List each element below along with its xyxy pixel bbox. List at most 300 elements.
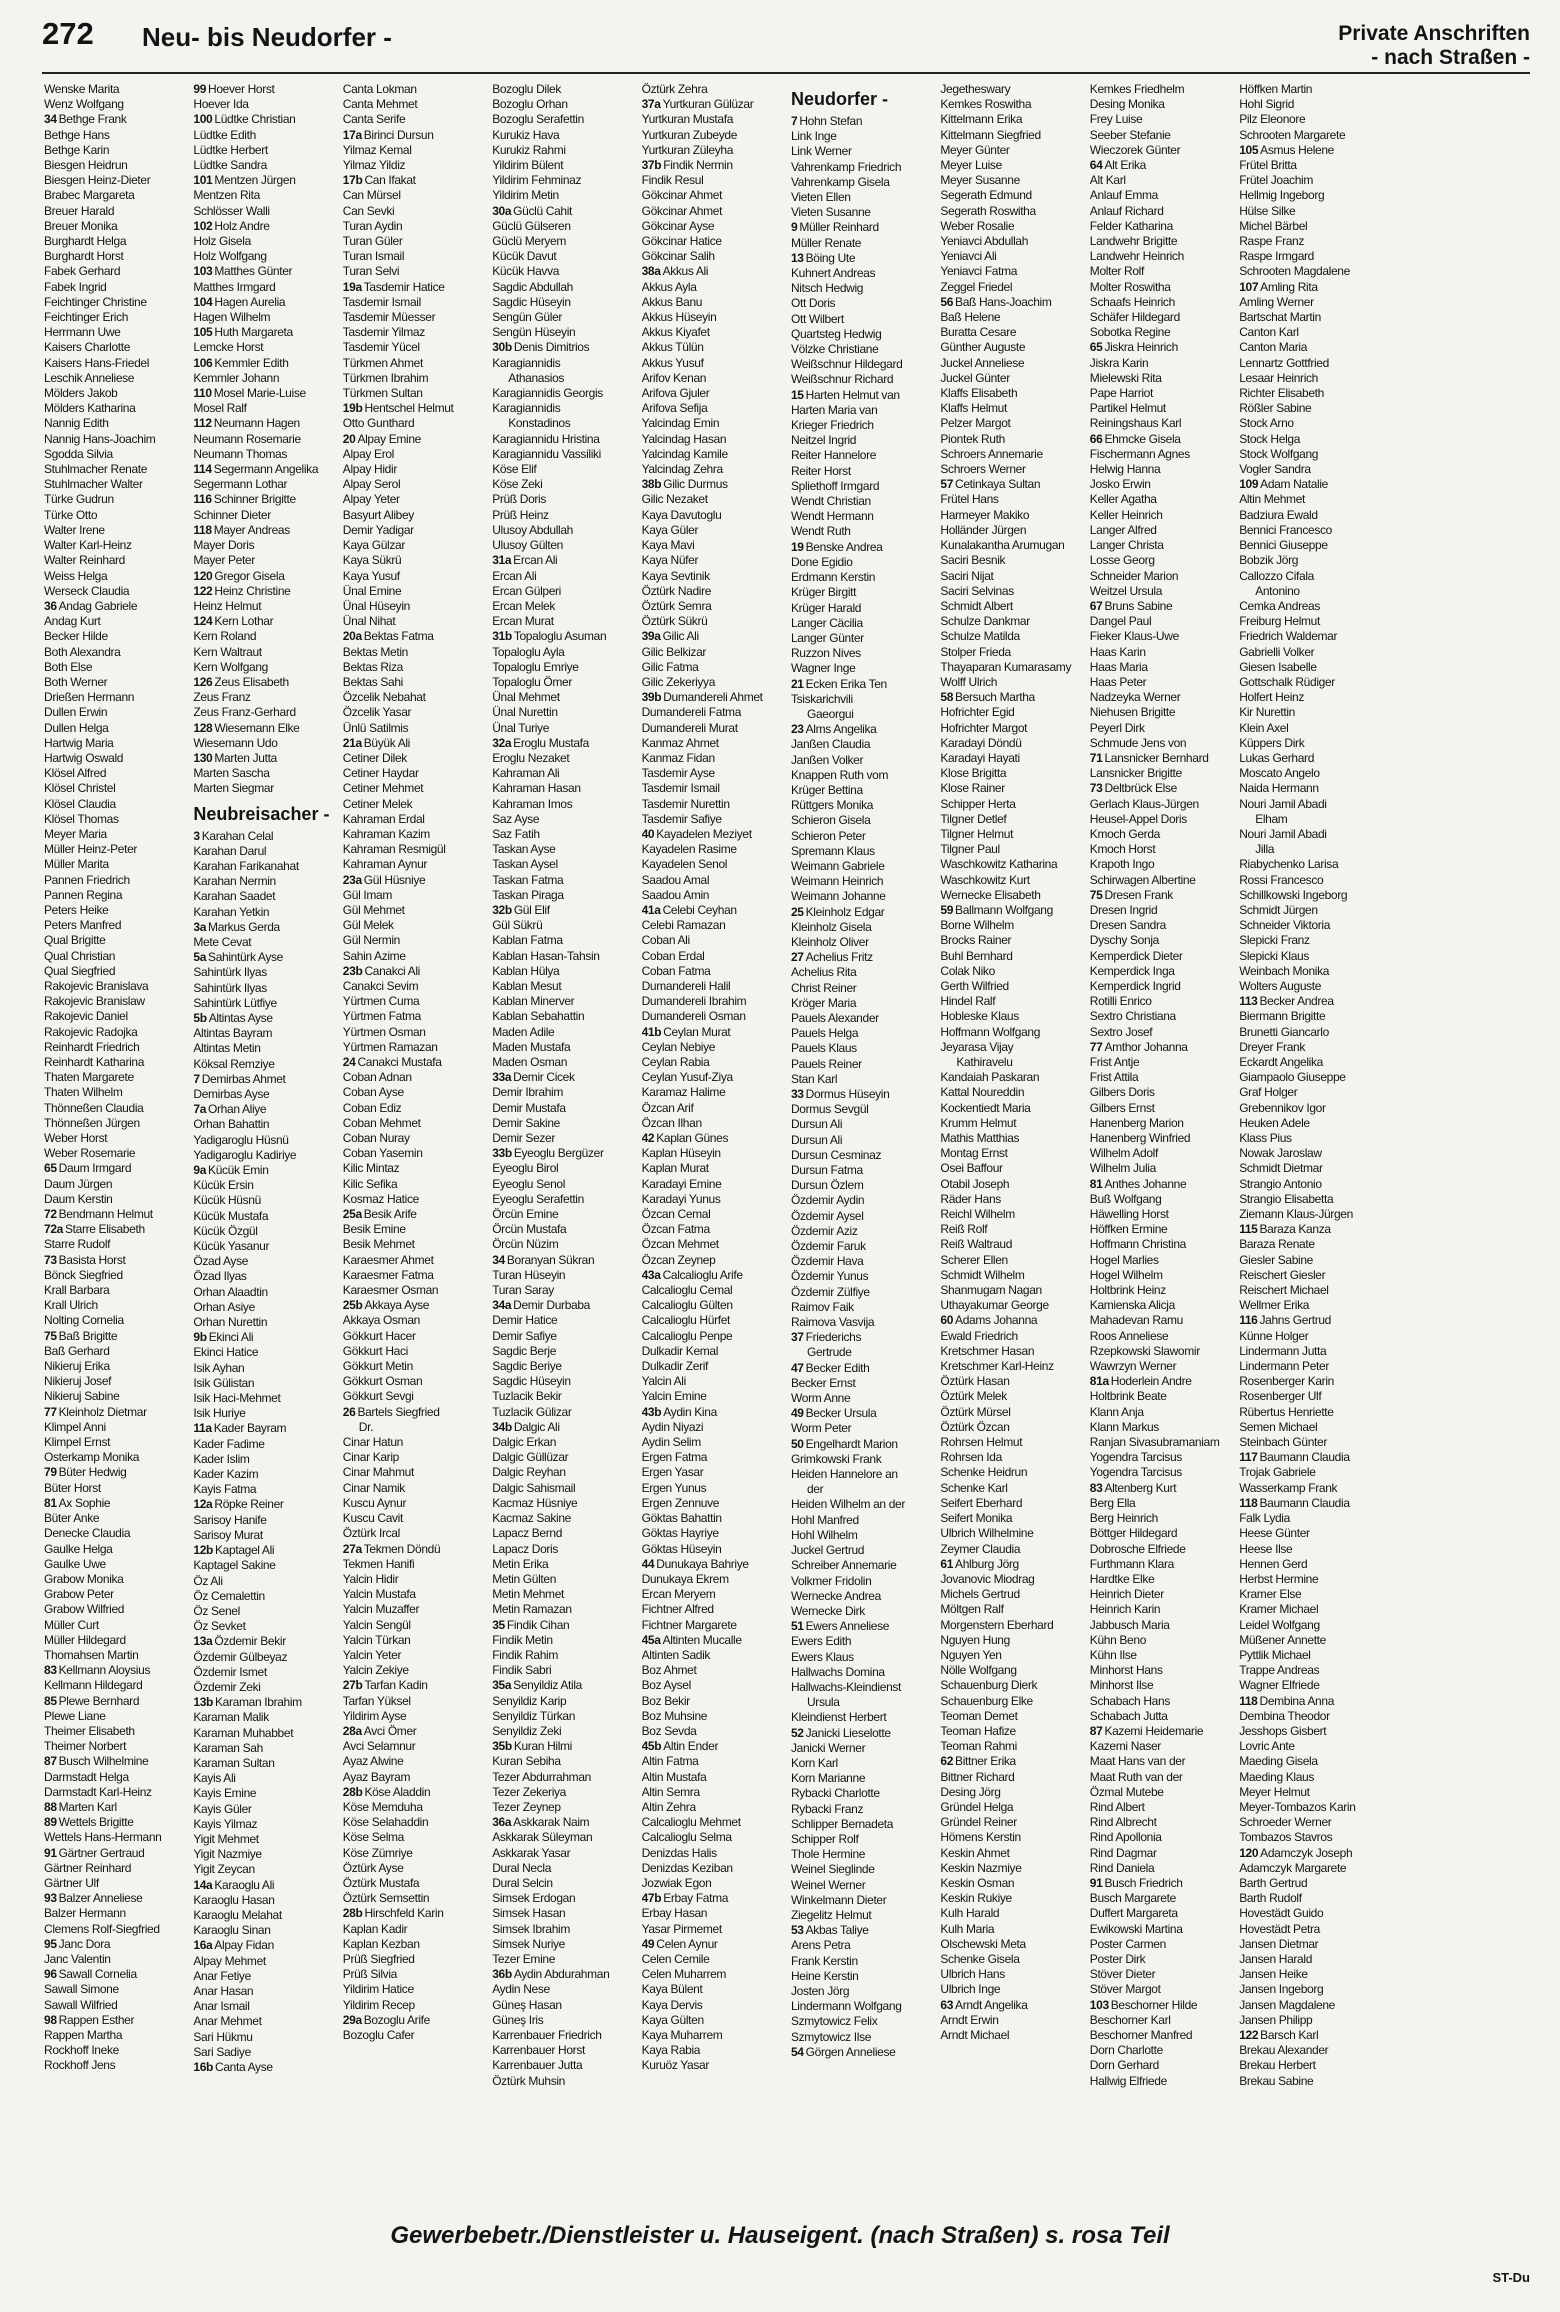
resident-name: Kunalakantha Arumugan	[940, 538, 1065, 553]
house-number: 115	[1239, 1222, 1258, 1237]
directory-entry	[791, 1558, 930, 1573]
directory-entry	[642, 1359, 781, 1374]
resident-name: Stock Helga	[1239, 431, 1301, 446]
house-number: 52	[790, 1725, 804, 1740]
directory-entry	[44, 462, 183, 477]
directory-entry	[492, 1678, 631, 1693]
resident-name: Rossi Francesco	[1239, 872, 1324, 887]
directory-entry	[1239, 1633, 1378, 1648]
resident-name: Wieczorek Günter	[1089, 142, 1181, 157]
resident-name: Jovanovic Miodrag	[940, 1571, 1035, 1586]
directory-entry	[343, 751, 482, 766]
resident-name: Besik Emine	[342, 1222, 406, 1237]
directory-entry	[343, 1101, 482, 1116]
directory-entry	[1090, 1587, 1229, 1602]
house-number: 120	[1239, 1845, 1259, 1860]
directory-entry	[44, 675, 183, 690]
directory-entry	[193, 781, 332, 796]
resident-name: Senyildiz Zeki	[492, 1723, 562, 1738]
resident-name: Nouri Jamil Abadi	[1239, 796, 1327, 811]
resident-name: Stan Karl	[790, 1071, 838, 1086]
resident-name: Karaman Malik	[193, 1710, 269, 1725]
resident-name: Dural Necla	[492, 1860, 552, 1875]
resident-name: Grabow Wilfried	[44, 1602, 125, 1617]
directory-entry	[1239, 1557, 1378, 1572]
directory-entry	[1090, 2043, 1229, 2058]
directory-entry	[44, 204, 183, 219]
directory-entry	[940, 523, 1079, 538]
directory-entry	[1090, 128, 1229, 143]
resident-name: Metin Gülten	[492, 1571, 557, 1586]
house-number: 62	[940, 1754, 954, 1769]
directory-entry	[940, 2013, 1079, 2028]
resident-name: Sengün Hüseyin	[492, 325, 576, 340]
directory-entry	[492, 1146, 631, 1161]
directory-entry	[940, 1937, 1079, 1952]
resident-name: Olschewski Meta	[940, 1936, 1026, 1951]
resident-name: Arndt Angelika	[955, 1997, 1028, 2012]
house-number: 7	[193, 1071, 200, 1086]
resident-name: Mielewski Rita	[1089, 370, 1162, 385]
directory-entry	[44, 2058, 183, 2073]
resident-name: Kaplan Kezban	[342, 1936, 420, 1951]
directory-entry	[1090, 888, 1229, 903]
house-number: 47	[790, 1360, 804, 1375]
resident-name: Gökcinar Ahmet	[641, 188, 723, 203]
directory-entry	[193, 1163, 332, 1178]
resident-name: Freiburg Helmut	[1239, 614, 1320, 629]
resident-name: Stuhlmacher Walter	[44, 477, 143, 492]
resident-name: Nölle Wolfgang	[940, 1663, 1017, 1678]
directory-entry	[791, 996, 930, 1011]
resident-name: Szmytowicz Felix	[790, 2014, 878, 2029]
directory-entry	[791, 1665, 930, 1680]
directory-entry	[1239, 432, 1378, 447]
resident-name: Thole Hermine	[790, 1847, 866, 1862]
resident-name: Frist Antje	[1089, 1055, 1140, 1069]
directory-entry	[343, 1709, 482, 1724]
directory-entry	[193, 950, 332, 965]
directory-entry	[492, 1967, 631, 1982]
resident-name: Boz Bekir	[641, 1693, 690, 1708]
directory-entry	[343, 812, 482, 827]
resident-name: Lukas Gerhard	[1239, 750, 1315, 765]
directory-entry	[1090, 1542, 1229, 1557]
directory-entry	[1239, 827, 1378, 842]
directory-entry	[44, 1998, 183, 2013]
directory-entry	[492, 97, 631, 112]
directory-entry	[940, 1009, 1079, 1024]
resident-name: Besik Arife	[363, 1207, 417, 1222]
directory-entry	[791, 1726, 930, 1741]
resident-name: Kaya Nüfer	[641, 553, 699, 568]
directory-entry	[193, 645, 332, 660]
directory-entry	[1090, 1420, 1229, 1435]
resident-name: Baß Hans-Joachim	[955, 294, 1052, 309]
directory-entry	[44, 1207, 183, 1222]
house-number: 19a	[342, 279, 362, 294]
resident-name: Ranjan Sivasubramaniam	[1089, 1435, 1220, 1450]
resident-name: Kayis Fatma	[193, 1482, 257, 1497]
resident-name: Ewikowski Martina	[1089, 1921, 1183, 1936]
directory-entry	[1090, 1602, 1229, 1617]
resident-name: Meyer Luise	[940, 158, 1002, 173]
resident-name: Kamienska Alicja	[1089, 1298, 1175, 1313]
resident-name: Gabrielli Volker	[1239, 644, 1315, 659]
directory-entry	[642, 979, 781, 994]
directory-entry	[44, 751, 183, 766]
directory-entry	[1090, 1085, 1229, 1100]
resident-name: Weiss Helga	[44, 568, 108, 583]
directory-entry	[1239, 386, 1378, 401]
directory-entry	[1239, 1374, 1378, 1389]
resident-name: Tilgner Detlef	[940, 811, 1007, 826]
house-number: 116	[193, 492, 212, 507]
directory-entry	[1090, 1982, 1229, 1997]
directory-entry	[44, 1815, 183, 1830]
directory-entry	[1090, 1025, 1229, 1040]
directory-entry	[791, 2045, 930, 2060]
resident-name: Langer Cäcilia	[790, 615, 863, 630]
directory-entry	[1090, 1800, 1229, 1815]
resident-name: Kellmann Aloysius	[58, 1663, 151, 1678]
resident-name: Jansen Harald	[1239, 1951, 1313, 1966]
resident-name: Elham	[1255, 811, 1288, 826]
page-header	[42, 14, 1530, 70]
house-number: 23b	[342, 963, 363, 978]
directory-entry	[642, 1268, 781, 1283]
resident-name: Maden Osman	[492, 1055, 568, 1069]
directory-entry	[44, 219, 183, 234]
directory-entry	[1239, 781, 1378, 796]
resident-name: Akbas Taliye	[805, 1923, 869, 1938]
directory-entry	[1090, 97, 1229, 112]
directory-entry	[492, 1313, 631, 1328]
resident-name: Dresen Ingrid	[1089, 902, 1158, 917]
directory-entry	[1090, 1298, 1229, 1313]
resident-name: Yogendra Tarcisus	[1089, 1450, 1182, 1465]
directory-entry	[791, 737, 930, 752]
directory-entry	[791, 1421, 930, 1436]
resident-name: Küppers Dirk	[1239, 735, 1305, 750]
house-number: 65	[1089, 340, 1103, 355]
resident-name: Yalcindag Zehra	[641, 462, 723, 477]
directory-entry	[1090, 173, 1229, 188]
directory-entry	[642, 264, 781, 279]
resident-name: Kern Waltraut	[193, 644, 262, 659]
resident-name: Frist Attila	[1089, 1070, 1139, 1085]
resident-name: Kaya Muharrem	[641, 2028, 723, 2042]
resident-name: Antonino	[1255, 583, 1300, 598]
directory-entry	[193, 1148, 332, 1163]
resident-name: Yurtkuran Gülüzar	[662, 97, 754, 112]
resident-name: Slepicki Franz	[1239, 933, 1310, 948]
directory-entry	[1239, 629, 1378, 644]
resident-name: Janicki Werner	[790, 1740, 866, 1755]
resident-name: Feichtinger Erich	[44, 310, 129, 325]
directory-entry	[1239, 1222, 1378, 1237]
resident-name: Coban Yasemin	[342, 1146, 423, 1161]
directory-entry	[193, 1878, 332, 1893]
directory-entry	[940, 1557, 1079, 1572]
resident-name: Sextro Christiana	[1089, 1009, 1176, 1024]
directory-entry	[492, 1906, 631, 1921]
resident-name: Canakci Mustafa	[357, 1055, 442, 1069]
directory-entry	[44, 1146, 183, 1161]
resident-name: Kuhnert Andreas	[790, 266, 876, 281]
directory-entry	[492, 1405, 631, 1420]
directory-entry	[492, 1450, 631, 1465]
directory-entry	[44, 1542, 183, 1557]
resident-name: Taskan Aysel	[492, 857, 558, 872]
resident-name: Reischert Michael	[1239, 1283, 1329, 1298]
directory-entry	[343, 1739, 482, 1754]
house-number: 20a	[342, 629, 362, 644]
resident-name: Höffken Ermine	[1089, 1222, 1168, 1237]
directory-column	[1090, 82, 1229, 2202]
house-number: 126	[193, 674, 213, 689]
directory-entry	[940, 1602, 1079, 1617]
resident-name: Yalcin Sengül	[342, 1617, 411, 1632]
directory-entry	[1239, 599, 1378, 614]
resident-name: Tarfan Kadin	[364, 1678, 428, 1693]
directory-entry	[791, 631, 930, 646]
directory-entry	[1239, 584, 1378, 599]
house-number: 28b	[342, 1906, 363, 1921]
directory-entry	[791, 1315, 930, 1330]
directory-entry	[1090, 1785, 1229, 1800]
resident-name: Yildirim Fehminaz	[492, 173, 582, 188]
resident-name: Öztürk Sükrü	[641, 614, 708, 629]
house-number: 59	[940, 902, 954, 917]
directory-entry	[193, 356, 332, 371]
directory-entry	[193, 584, 332, 599]
directory-entry	[44, 523, 183, 538]
directory-entry	[492, 553, 631, 568]
directory-entry	[193, 1026, 332, 1041]
directory-entry	[492, 1283, 631, 1298]
resident-name: Yildirim Metin	[492, 188, 559, 203]
directory-entry	[791, 479, 930, 494]
directory-entry	[44, 264, 183, 279]
resident-name: Reiningshaus Karl	[1089, 416, 1182, 431]
house-number: 102	[193, 218, 213, 233]
resident-name: Anar Ismail	[193, 1999, 250, 2014]
resident-name: Ceylan Rabia	[641, 1055, 710, 1069]
house-number: 36b	[492, 1967, 512, 1982]
resident-name: Beschorner Hilde	[1110, 1997, 1198, 2012]
resident-name: Nowak Jaroslaw	[1239, 1146, 1322, 1161]
directory-entry	[1239, 1587, 1378, 1602]
directory-entry	[44, 903, 183, 918]
directory-entry	[791, 585, 930, 600]
directory-entry	[1090, 264, 1229, 279]
directory-entry	[1239, 2013, 1378, 2028]
directory-entry	[1239, 1815, 1378, 1830]
directory-entry	[492, 1389, 631, 1404]
house-number: 35b	[492, 1739, 512, 1754]
directory-entry	[791, 1497, 930, 1512]
directory-entry	[791, 1209, 930, 1224]
resident-name: Özdemir Faruk	[790, 1239, 866, 1254]
directory-entry	[1090, 1313, 1229, 1328]
directory-entry	[642, 295, 781, 310]
directory-columns	[44, 82, 1528, 2202]
header-rule	[42, 72, 1530, 74]
directory-entry	[791, 1133, 930, 1148]
resident-name: Michel Bärbel	[1239, 218, 1308, 233]
resident-name: Ax Sophie	[58, 1495, 111, 1510]
directory-entry	[343, 1359, 482, 1374]
resident-name: Isik Haci-Mehmet	[193, 1391, 281, 1406]
house-number: 57	[940, 477, 954, 492]
house-number: 13b	[193, 1695, 214, 1710]
resident-name: Molter Rolf	[1089, 264, 1144, 279]
resident-name: Sawall Simone	[44, 1982, 119, 1997]
resident-name: Kulh Harald	[940, 1906, 1000, 1921]
house-number: 17a	[342, 127, 362, 142]
resident-name: Gilbers Doris	[1089, 1085, 1155, 1100]
resident-name: Gottschalk Rüdiger	[1239, 674, 1335, 689]
resident-name: Buratta Cesare	[940, 325, 1017, 340]
resident-name: Yigit Zeycan	[193, 1862, 255, 1877]
directory-column	[940, 82, 1079, 2202]
section-label-line2: - nach Straßen -	[1371, 46, 1530, 69]
resident-name: Köse Elif	[492, 462, 537, 477]
directory-entry	[1239, 1298, 1378, 1313]
directory-entry	[492, 432, 631, 447]
resident-name: Coban Ali	[641, 933, 690, 948]
resident-name: Lemcke Horst	[193, 340, 264, 355]
resident-name: Colak Niko	[940, 963, 995, 978]
directory-entry	[44, 1405, 183, 1420]
directory-entry	[642, 1389, 781, 1404]
resident-name: Jansen Magdalene	[1239, 1997, 1335, 2012]
directory-entry	[1239, 964, 1378, 979]
directory-entry	[940, 1572, 1079, 1587]
house-number: 77	[1089, 1039, 1103, 1054]
resident-name: Özdemir Aydin	[790, 1193, 865, 1208]
directory-entry	[642, 1709, 781, 1724]
resident-name: Klimpel Anni	[44, 1419, 106, 1434]
directory-entry	[44, 766, 183, 781]
house-number: 23	[790, 722, 804, 737]
directory-entry	[940, 249, 1079, 264]
resident-name: Uthayakumar George	[940, 1298, 1049, 1313]
directory-column	[1239, 82, 1378, 2202]
directory-entry	[1090, 599, 1229, 614]
directory-entry	[642, 401, 781, 416]
resident-name: Wenz Wolfgang	[44, 97, 124, 112]
resident-name: Cinar Karip	[342, 1450, 399, 1465]
directory-entry	[343, 1192, 482, 1207]
directory-entry	[642, 188, 781, 203]
directory-entry	[791, 524, 930, 539]
resident-name: Özdemir Aziz	[790, 1223, 858, 1238]
house-number: 34b	[492, 1419, 512, 1434]
resident-name: Akkus Kiyafet	[641, 325, 710, 340]
resident-name: Karahan Nermin	[193, 874, 276, 889]
directory-entry	[193, 920, 332, 935]
resident-name: Breuer Monika	[44, 218, 118, 233]
resident-name: Turan Selvi	[342, 264, 400, 279]
resident-name: Engelhardt Marion	[805, 1436, 898, 1451]
directory-entry	[642, 462, 781, 477]
resident-name: Segerath Edmund	[940, 188, 1032, 203]
resident-name: Kosmaz Hatice	[342, 1191, 419, 1206]
directory-entry	[791, 129, 930, 144]
directory-entry	[791, 1954, 930, 1969]
directory-entry	[940, 994, 1079, 1009]
directory-entry	[193, 1133, 332, 1148]
directory-entry	[492, 1830, 631, 1845]
directory-entry	[1090, 918, 1229, 933]
resident-name: Becker Andrea	[1259, 994, 1334, 1009]
directory-entry	[193, 599, 332, 614]
directory-entry	[343, 584, 482, 599]
resident-name: Sgodda Silvia	[44, 446, 113, 461]
resident-name: Rind Daniela	[1089, 1860, 1155, 1875]
resident-name: Karrenbauer Friedrich	[492, 2028, 602, 2042]
resident-name: Wendt Ruth	[790, 524, 851, 539]
resident-name: Brekau Sabine	[1239, 2073, 1314, 2088]
directory-entry	[1239, 356, 1378, 371]
resident-name: Deltbrück Else	[1104, 781, 1177, 796]
resident-name: Müller Heinz-Peter	[44, 842, 138, 857]
directory-entry	[492, 1815, 631, 1830]
house-number: 81	[1089, 1176, 1103, 1191]
resident-name: Orhan Asiye	[193, 1299, 255, 1314]
directory-entry	[1239, 1344, 1378, 1359]
resident-name: Ünal Turiye	[492, 720, 550, 735]
directory-entry	[791, 540, 930, 555]
directory-entry	[492, 492, 631, 507]
resident-name: Otabil Joseph	[940, 1176, 1010, 1191]
resident-name: Findik Sabri	[492, 1663, 552, 1678]
resident-name: Boz Sevda	[641, 1723, 697, 1738]
resident-name: Denizdas Keziban	[641, 1860, 733, 1875]
directory-entry	[343, 1177, 482, 1192]
directory-entry	[193, 1193, 332, 1208]
directory-entry	[492, 1116, 631, 1131]
resident-name: Altintas Metin	[193, 1041, 261, 1056]
resident-name: Öztürk Semra	[641, 598, 712, 613]
resident-name: Bendmann Helmut	[58, 1207, 153, 1222]
house-number: 29a	[342, 2012, 362, 2027]
directory-entry	[44, 1861, 183, 1876]
directory-entry	[44, 234, 183, 249]
directory-entry	[1090, 1146, 1229, 1161]
directory-entry	[1090, 1967, 1229, 1982]
resident-name: Altintas Bayram	[193, 1026, 273, 1041]
resident-name: Walter Karl-Heinz	[44, 538, 132, 553]
resident-name: Rzepkowski Slawomir	[1089, 1343, 1200, 1358]
resident-name: Wagner Elfriede	[1239, 1678, 1320, 1693]
resident-name: Heusel-Appel Doris	[1089, 811, 1187, 826]
directory-entry	[193, 1072, 332, 1087]
resident-name: Morgenstern Eberhard	[940, 1617, 1054, 1632]
directory-entry	[193, 721, 332, 736]
resident-name: Boz Muhsine	[641, 1708, 708, 1723]
directory-entry	[343, 1465, 482, 1480]
directory-entry	[940, 827, 1079, 842]
directory-entry	[940, 1192, 1079, 1207]
resident-name: Yurtkuran Zubeyde	[641, 127, 738, 142]
resident-name: Öz Cemalettin	[193, 1588, 265, 1603]
directory-entry	[44, 1481, 183, 1496]
resident-name: Schmidt Dietmar	[1239, 1161, 1323, 1176]
resident-name: Hanenberg Winfried	[1089, 1131, 1191, 1146]
